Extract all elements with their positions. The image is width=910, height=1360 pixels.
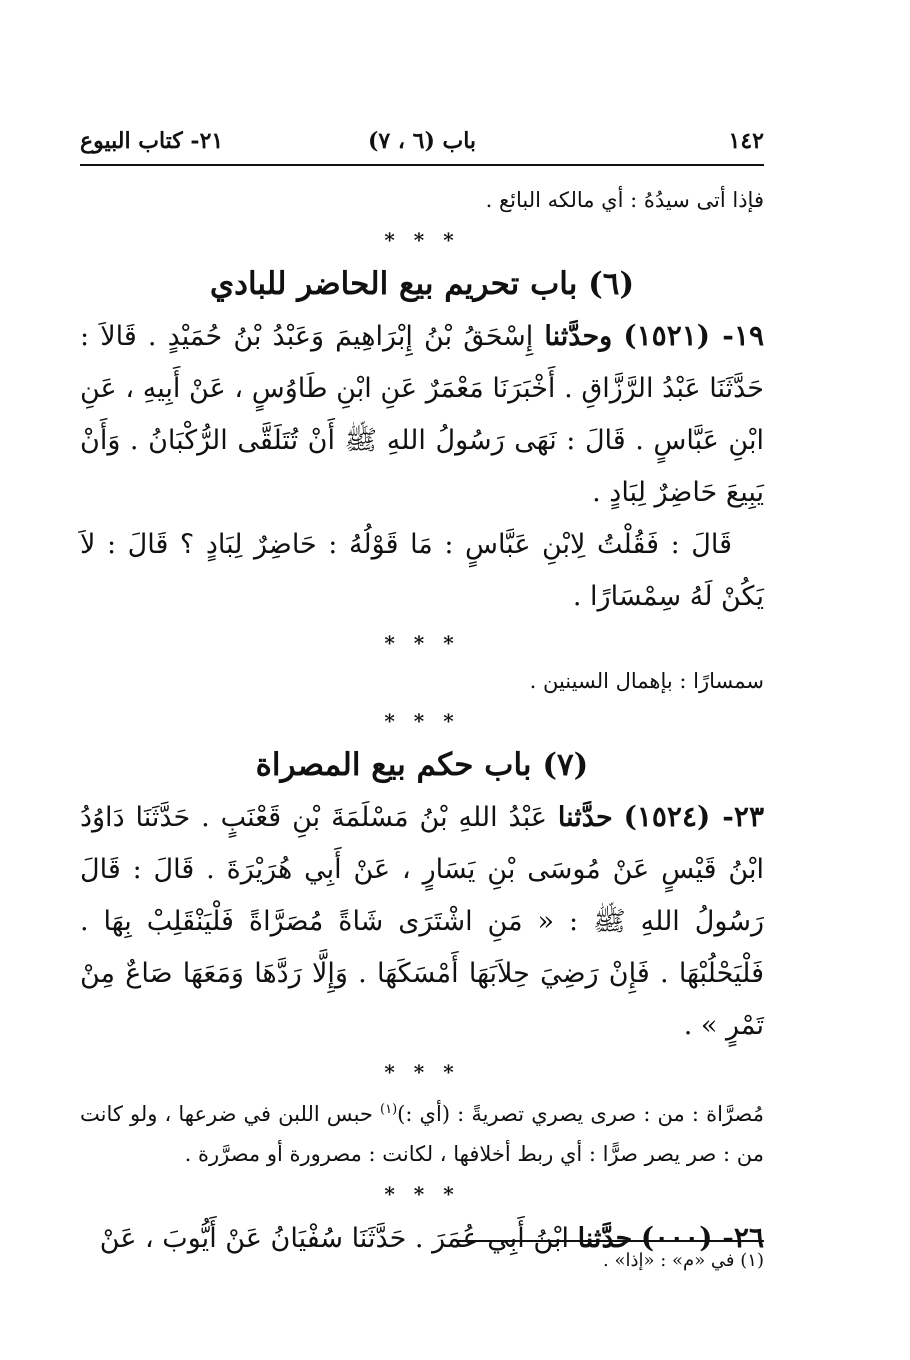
running-header	[80, 128, 764, 162]
hadith-23-lead: حدَّثنا	[557, 802, 613, 833]
footnote-reference[interactable]: (١)	[380, 1102, 398, 1117]
hadith-26-number: ٢٦- (٠٠٠)	[640, 1221, 764, 1254]
header-divider	[80, 164, 764, 166]
book-title: ٢١- كتاب البيوع	[80, 128, 224, 154]
hadith-26-lead: حدَّثنا	[577, 1223, 633, 1254]
separator-stars: * * *	[384, 1060, 460, 1084]
hadith-19-continuation: قَالَ : فَقُلْتُ لِابْنِ عَبَّاسٍ : مَا قَوْلُهُ : حَاضِرٌ لِبَادٍ ؟ قَالَ : لاَ يَكُنْ لَهُ سِمْسَارًا .	[80, 529, 764, 612]
separator-stars: * * *	[384, 631, 460, 655]
chapter-range: باب (٦ ، ٧)	[367, 128, 477, 154]
hadith-26-text: ابْنُ أَبِي عُمَرَ . حَدَّثَنَا سُفْيَانُ عَنْ أَيُّوبَ ، عَنْ	[99, 1223, 569, 1254]
separator-stars: * * *	[384, 1182, 460, 1206]
hadith-23-text: عَبْدُ اللهِ بْنُ مَسْلَمَةَ بْنِ قَعْنَبٍ . حَدَّثَنَا دَاوُدُ ابْنُ قَيْسٍ عَنْ مُوسَى بْنِ يَسَارٍ ، عَنْ أَبِي هُرَيْرَةَ . قَالَ : قَالَ رَسُولُ اللهِ ﷺ : « مَنِ اشْتَرَى شَاةً مُصَرَّاةً فَلْيَنْقَلِبْ بِهَا . فَلْيَحْلُبْهَا . فَإِنْ رَضِيَ حِلاَبَهَا أَمْسَكَهَا . وَإِلَّا رَدَّهَا وَمَعَهَا صَاعٌ مِنْ تَمْرٍ » .	[80, 802, 764, 1041]
page-body	[80, 180, 764, 1265]
hadith-19-number: ١٩- (١٥٢١)	[623, 319, 765, 352]
section-7-title: (٧) باب حكم بيع المصراة	[255, 747, 589, 783]
intro-note: فإذا أتى سيدُهُ : أي مالكه البائع .	[485, 188, 764, 212]
hadith-19	[80, 310, 764, 519]
footnote-divider	[456, 1240, 764, 1242]
hadith-19-lead: وحدَّثنا	[544, 321, 613, 352]
note-musarrah-part1: مُصرَّاة : من : صرى يصري تصريةً : (أي :)	[397, 1102, 764, 1126]
hadith-19-text: إِسْحَقُ بْنُ إِبْرَاهِيمَ وَعَبْدُ بْنُ حُمَيْدٍ . قَالاَ : حَدَّثَنَا عَبْدُ الرَّزَّاقِ . أَخْبَرَنَا مَعْمَرٌ عَنِ ابْنِ طَاوُسٍ ، عَنْ أَبِيهِ ، عَنِ ابْنِ عَبَّاسٍ . قَالَ : نَهَى رَسُولُ اللهِ ﷺ أَنْ تُتَلَقَّى الرُّكْبَانُ . وَأَنْ يَبِيعَ حَاضِرٌ لِبَادٍ .	[80, 321, 764, 508]
hadith-23-number: ٢٣- (١٥٢٤)	[623, 800, 764, 833]
separator-stars: * * *	[384, 228, 460, 252]
note-musarrah	[80, 1090, 764, 1174]
section-6-title: (٦) باب تحريم بيع الحاضر للبادي	[209, 266, 635, 302]
note-simsar: سمسارًا : بإهمال السينين .	[529, 669, 764, 693]
hadith-23	[80, 791, 764, 1052]
separator-stars: * * *	[384, 709, 460, 733]
note-musarrah-part2: حبس اللبن في ضرعها ، ولو كانت من : صر يصر صرًّا : أي ربط أخلافها ، لكانت : مصرورة أو مصرَّرة .	[80, 1102, 764, 1166]
page-number: ١٤٢	[728, 128, 764, 154]
footnote-1: (١) في «م» : «إذا» .	[603, 1250, 764, 1271]
